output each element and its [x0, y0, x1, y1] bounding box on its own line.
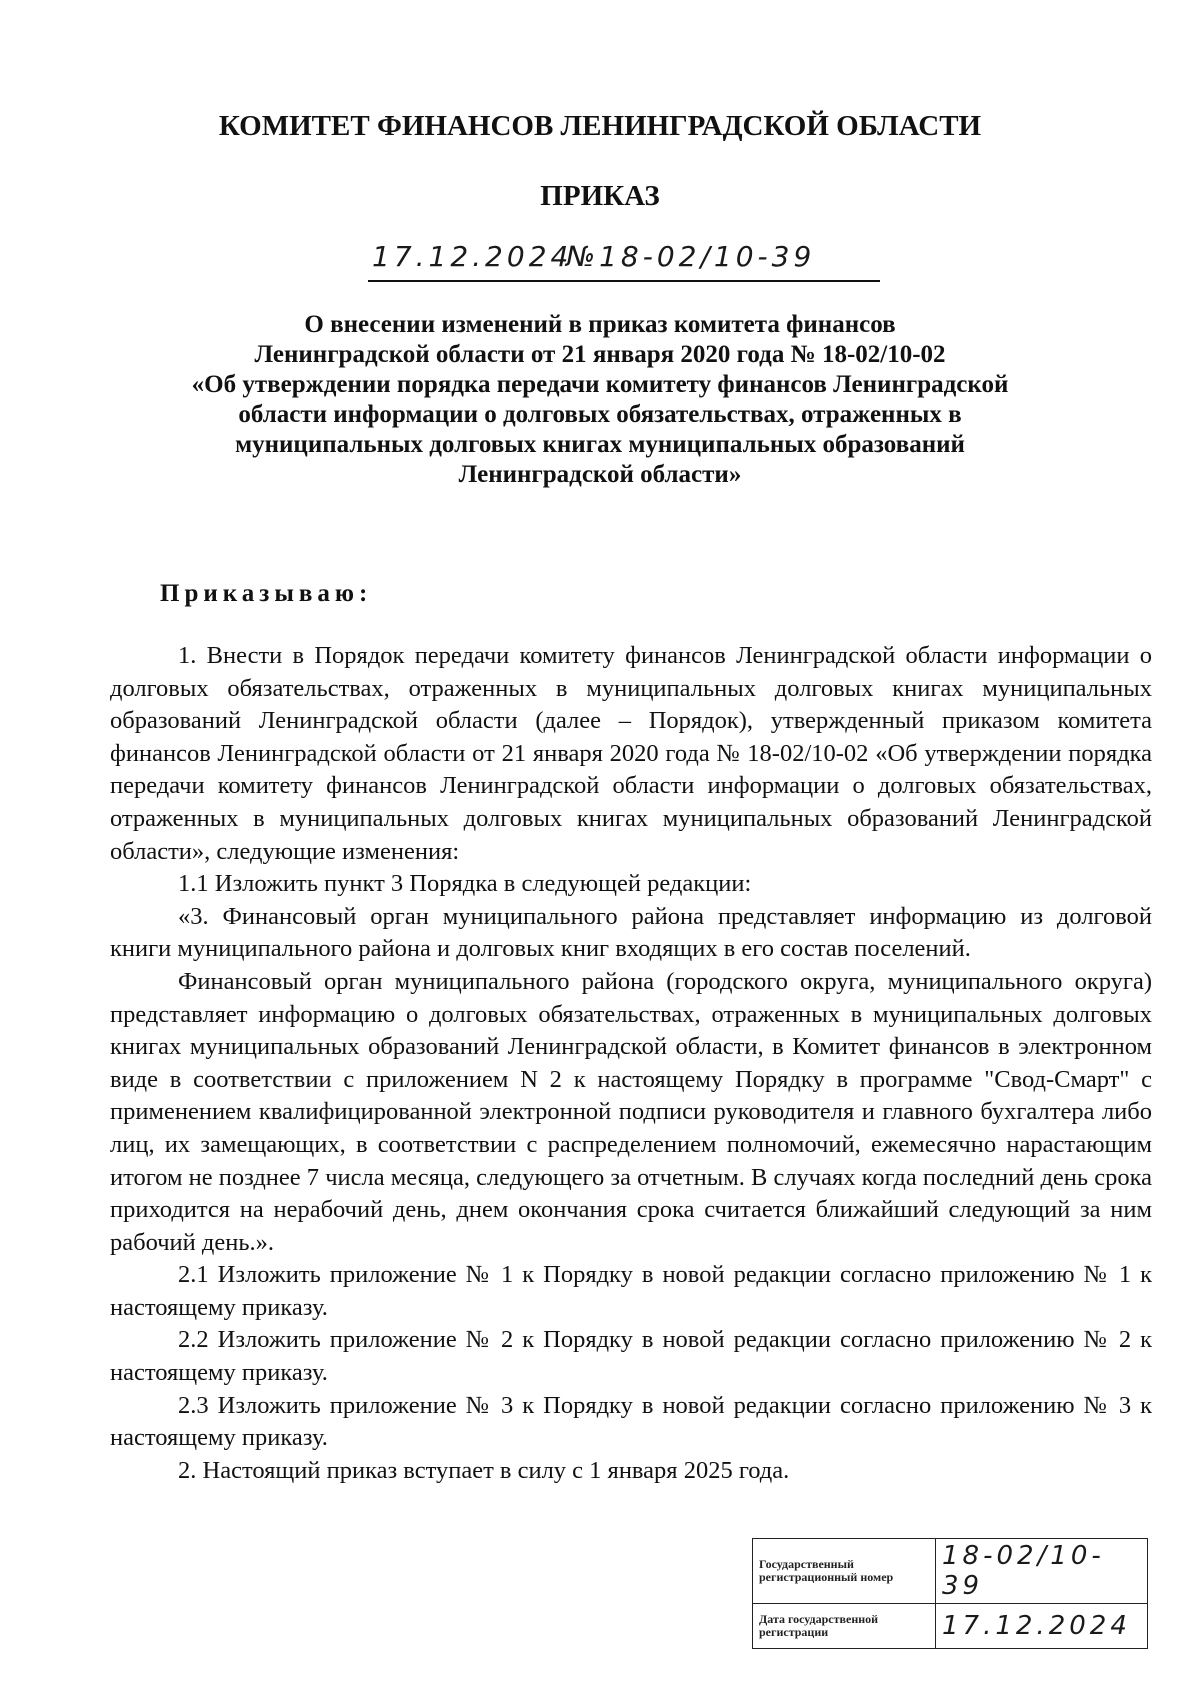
paragraph: 2.3 Изложить приложение № 3 к Порядку в новой редакции согласно приложению № 3 к настоящему приказу. [110, 1391, 1152, 1452]
paragraph: 1.1 Изложить пункт 3 Порядка в следующей редакции: [178, 870, 752, 898]
title-line: Ленинградской области» [458, 461, 742, 488]
title-line: области информации о долговых обязательствах, отраженных в [238, 401, 962, 428]
paragraph: 2.2 Изложить приложение № 2 к Порядку в новой редакции согласно приложению № 2 к настоящему приказу. [110, 1326, 1152, 1387]
paragraph: 2. Настоящий приказ вступает в силу с 1 января 2025 года. [178, 1456, 790, 1484]
stamp-row-number [753, 1539, 1148, 1604]
paragraph: «3. Финансовый орган муниципального района представляет информацию из долговой книги муниципального района и долговых книг входящих в его состав поселений. [110, 902, 1152, 963]
document-body [110, 640, 1152, 1487]
title-line: муниципальных долговых книгах муниципальных образований [235, 431, 965, 458]
paragraph: 2.1 Изложить приложение № 1 к Порядку в новой редакции согласно приложению № 1 к настоящему приказу. [110, 1261, 1152, 1321]
handwritten-number: №18-02/10-39 [566, 240, 816, 273]
title-line: О внесении изменений в приказ комитета финансов [304, 311, 896, 338]
stamp-date-value: 17.12.2024 [936, 1604, 1148, 1649]
document-type: ПРИКАЗ [540, 180, 660, 212]
title-line: Ленинградской области от 21 января 2020 года № 18-02/10-02 [254, 341, 946, 368]
organization-name: КОМИТЕТ ФИНАНСОВ ЛЕНИНГРАДСКОЙ ОБЛАСТИ [218, 110, 982, 142]
stamp-date-label: Дата государственной регистрации [753, 1604, 936, 1649]
registration-line [368, 240, 880, 282]
registration-stamp [752, 1538, 1148, 1649]
stamp-number-value: 18-02/10-39 [936, 1539, 1148, 1604]
handwritten-date: 17.12.2024 [372, 240, 573, 273]
document-title [150, 310, 1050, 490]
orders-label: Приказываю: [160, 580, 373, 607]
stamp-number-label: Государственный регистрационный номер [753, 1539, 936, 1604]
title-line: «Об утверждении порядка передачи комитету финансов Ленинградской [191, 371, 1009, 398]
stamp-row-date [753, 1604, 1148, 1649]
paragraph: Финансовый орган муниципального района (городского округа, муниципального округа) представляет информацию о долговых обязательствах, отраженных в муниципальных долговых книгах муниципальных образований Ленинградской области, в Комитет финансов в электронном виде в соответствии с приложением N 2 к настоящему Порядку в программе "Свод-Смарт" с применением квалифицированной электронной подписи руководителя и главного бухгалтера либо лиц, их замещающих, в соответствии с распределением полномочий, ежемесячно нарастающим итогом не позднее 7 числа месяца, следующего за отчетным. В случаях когда последний день срока приходится на нерабочий день, днем окончания срока считается ближайший следующий за ним рабочий день.». [110, 967, 1152, 1256]
paragraph: 1. Внести в Порядок передачи комитету финансов Ленинградской области информации о долговых обязательствах, отраженных в муниципальных долговых книгах муниципальных образований Ленинградской области (далее – Порядок), утвержденный приказом комитета финансов Ленинградской области от 21 января 2020 года № 18-02/10-02 «Об утверждении порядка передачи комитету финансов Ленинградской области информации о долговых обязательствах, отраженных в муниципальных долговых книгах муниципальных образований Ленинградской области», следующие изменения: [110, 642, 1152, 865]
